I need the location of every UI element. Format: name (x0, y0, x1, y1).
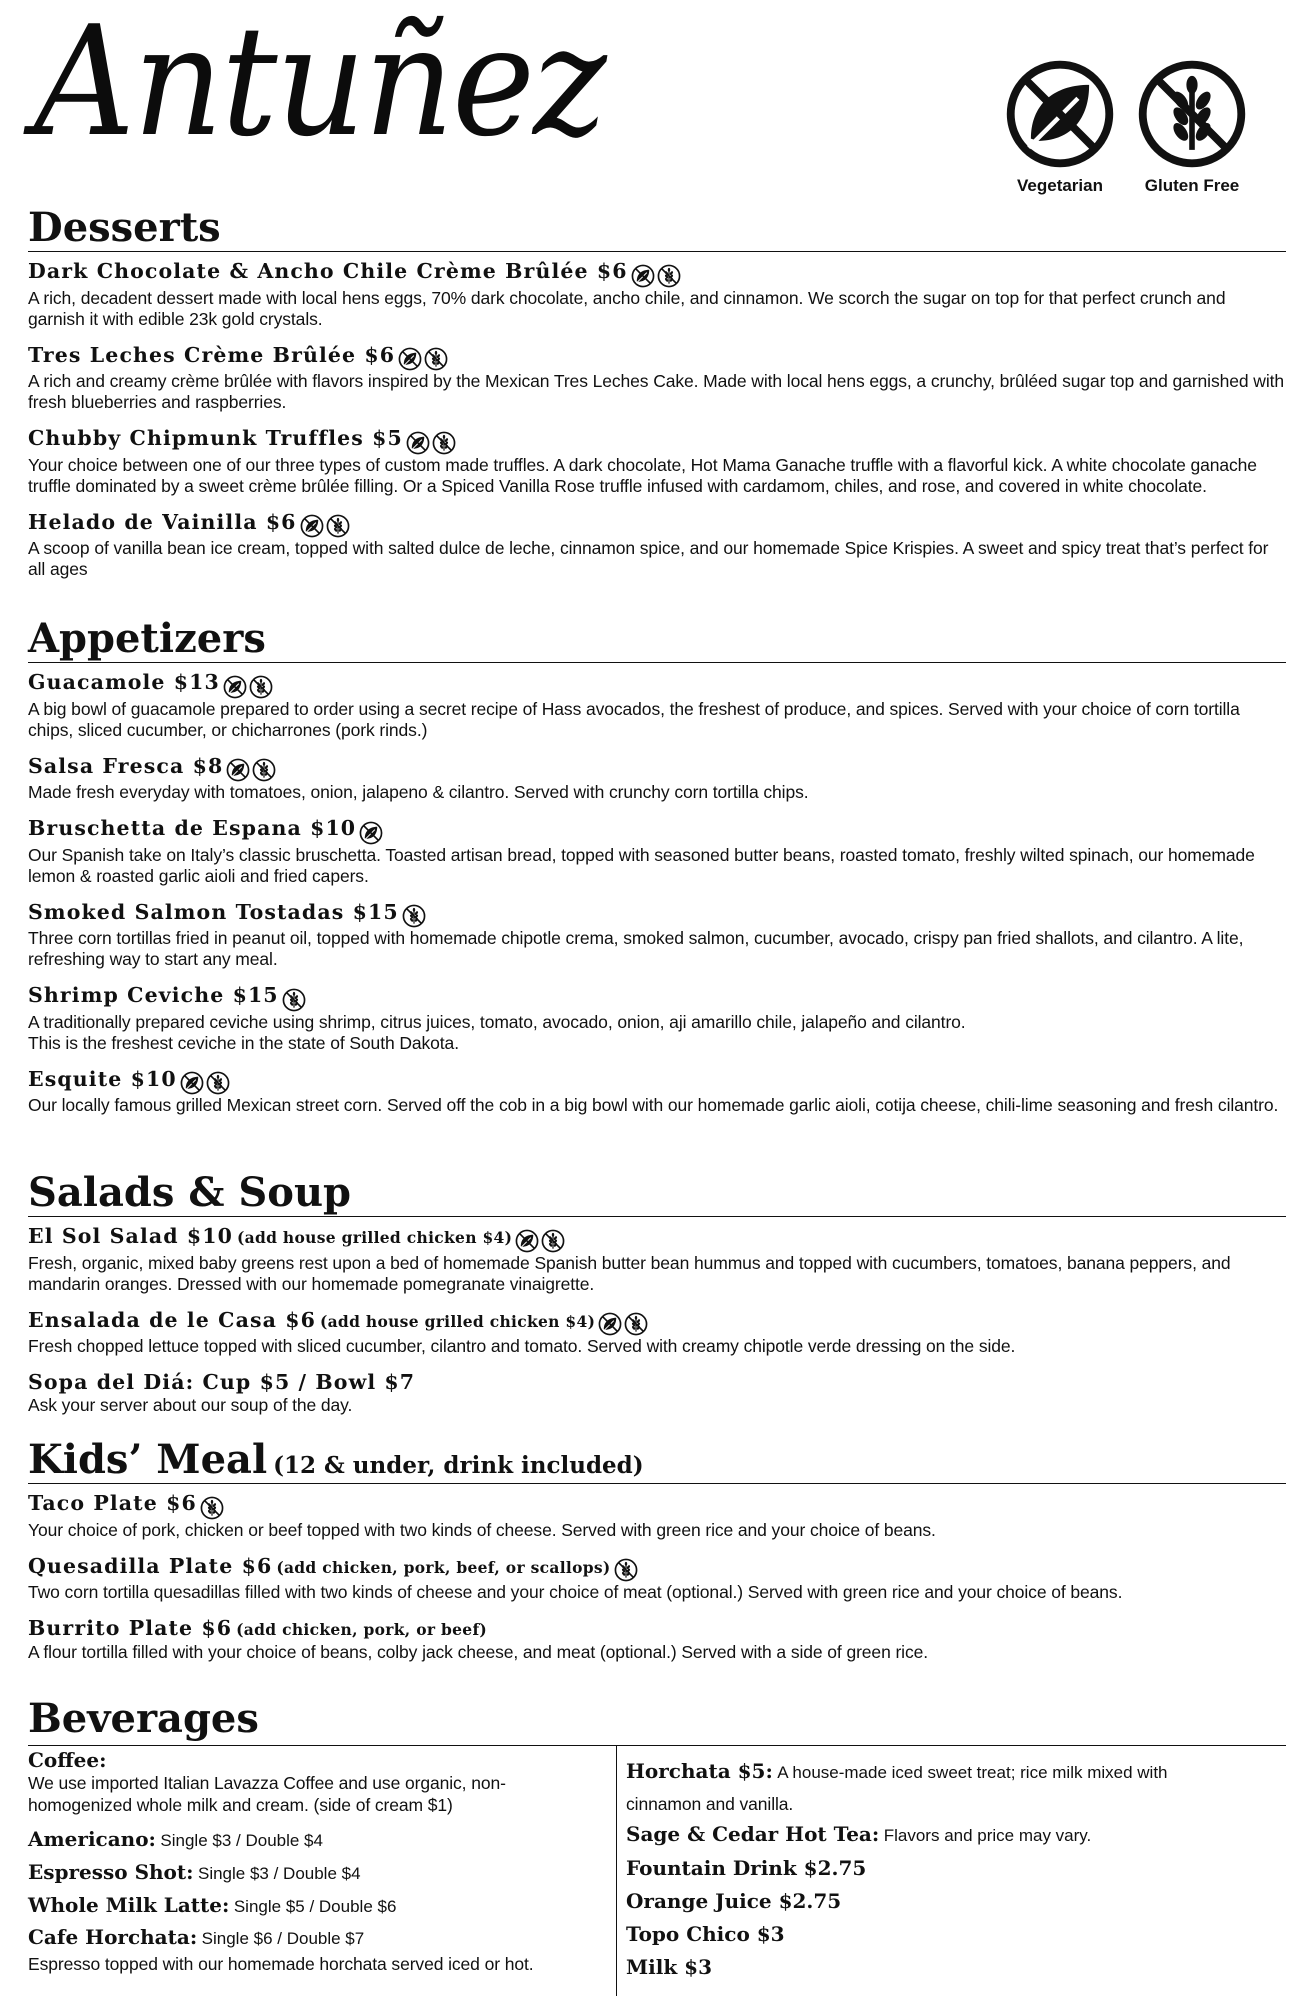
menu-item (28, 670, 1286, 741)
item-name: Shrimp Ceviche $15 (28, 983, 279, 1007)
menu-item (28, 426, 1286, 497)
gluten-free-icon (326, 514, 350, 538)
beverage-item: Topo Chico $3 (626, 1922, 785, 1946)
menu-item (28, 1554, 1286, 1604)
gluten-free-icon (424, 347, 448, 371)
item-name: Taco Plate $6 (28, 1491, 197, 1515)
item-name: Sopa del Diá: Cup $5 / Bowl $7 (28, 1370, 416, 1394)
gluten-free-icon (282, 988, 306, 1012)
gluten-free-icon (624, 1312, 648, 1336)
item-name: El Sol Salad $10 (28, 1224, 233, 1248)
item-description: Three corn tortillas fried in peanut oil, topped with homemade chipotle crema, smoked salmon, cucumber, avocado, crispy pan fried shallots, and cilantro. A lite, refreshing way to start any meal. (28, 928, 1244, 969)
section-title: Desserts (28, 205, 1286, 252)
restaurant-name: Antuñez (34, 0, 605, 170)
beverage-name: Sage & Cedar Hot Tea: (626, 1822, 880, 1846)
gluten-free-icon (432, 431, 456, 455)
beverage-item (626, 1756, 1286, 1789)
menu-item (28, 900, 1286, 971)
vegetarian-icon (223, 675, 247, 699)
item-description: Made fresh everyday with tomatoes, onion, jalapeno & cilantro. Served with crunchy corn tortilla chips. (28, 782, 809, 802)
item-addon: (add house grilled chicken $4) (236, 1228, 513, 1247)
item-name: Ensalada de le Casa $6 (28, 1307, 316, 1332)
item-description: Two corn tortilla quesadillas filled with two kinds of cheese and your choice of meat (optional.) Served with green rice and your choice of beans. (28, 1582, 1123, 1602)
item-addon: (add chicken, pork, or beef) (236, 1620, 488, 1639)
gluten-free-icon (1136, 58, 1248, 170)
beverage-name: Americano: (28, 1827, 156, 1851)
beverage-price: Single $5 / Double $6 (233, 1897, 397, 1916)
beverage-price: Single $6 / Double $7 (201, 1929, 365, 1948)
item-name: Esquite $10 (28, 1066, 177, 1091)
beverage-price: Single $3 / Double $4 (197, 1864, 361, 1883)
salads-soup-section (28, 1170, 1286, 1416)
section-subtitle: (12 & under, drink included) (273, 1452, 644, 1479)
menu-item (28, 510, 1286, 581)
gluten-free-icon (249, 675, 273, 699)
vegetarian-label: Vegetarian (1017, 176, 1103, 195)
menu-item (28, 1491, 1286, 1541)
section-title: Appetizers (28, 616, 1286, 663)
item-description: A big bowl of guacamole prepared to order using a secret recipe of Hass avocados, the freshest of produce, and spices. Served with your choice of corn tortilla chips, sliced cucumber, or chicharrones (pork rinds.) (28, 698, 1240, 740)
gluten-free-icon (206, 1071, 230, 1095)
gluten-free-icon (200, 1496, 224, 1520)
vegetarian-icon (631, 264, 655, 288)
desserts-section (28, 205, 1286, 580)
item-description: Your choice between one of our three types of custom made truffles. A dark chocolate, Hot Mama Ganache truffle with a flavorful kick. A white chocolate ganache truffle dominated by a sweet crème brûlée filling. Or a Spiced Vanilla Rose truffle infused with cardamom, chiles, and rose, and covered in white chocolate. (28, 454, 1257, 496)
vegetarian-icon (300, 514, 324, 538)
item-description: Our Spanish take on Italy’s classic bruschetta. Toasted artisan bread, topped with seasoned butter beans, roasted tomato, freshly wilted spinach, our homemade lemon & roasted garlic aioli and fried capers. (28, 844, 1255, 886)
coffee-description: We use imported Italian Lavazza Coffee and use organic, non-homogenized whole milk and cream. (side of cream $1) (28, 1773, 506, 1815)
vegetarian-legend (1000, 58, 1120, 196)
beverage-name: Whole Milk Latte: (28, 1893, 230, 1917)
item-name: Dark Chocolate & Ancho Chile Crème Brûlée $6 (28, 259, 628, 283)
beverage-name: Cafe Horchata: (28, 1925, 198, 1949)
beverages-section (28, 1696, 1286, 1742)
item-name: Chubby Chipmunk Truffles $5 (28, 426, 403, 450)
gluten-free-label: Gluten Free (1144, 176, 1240, 195)
item-name: Salsa Fresca $8 (28, 753, 224, 778)
item-name: Burrito Plate $6 (28, 1616, 233, 1640)
coffee-label: Coffee: (28, 1748, 107, 1772)
item-name: Smoked Salmon Tostadas $15 (28, 899, 399, 924)
beverage-item (28, 1857, 616, 1890)
item-addon: (add house grilled chicken $4) (319, 1311, 596, 1331)
item-description: A scoop of vanilla bean ice cream, topped with salted dulce de leche, cinnamon spice, and our homemade Spice Krispies. A sweet and spicy treat that’s perfect for all ages (28, 538, 1269, 579)
beverage-item (28, 1923, 616, 1954)
item-description: A traditionally prepared ceviche using shrimp, citrus juices, tomato, avocado, onion, aji amarillo chile, jalapeño and cilantro. (28, 1011, 966, 1032)
menu-item (28, 1067, 1286, 1117)
item-name: Helado de Vainilla $6 (28, 509, 297, 534)
vegetarian-icon (180, 1071, 204, 1095)
drinks-column (626, 1746, 1286, 1984)
menu-item (28, 259, 1286, 330)
item-description: A rich, decadent dessert made with local hens eggs, 70% dark chocolate, ancho chile, and cinnamon. We scorch the sugar on top for that perfect crunch and garnish it with edible 23k gold crystals. (28, 287, 1226, 329)
menu-item (28, 754, 1286, 804)
beverage-description: Flavors and price may vary. (883, 1826, 1092, 1845)
vegetarian-icon (515, 1229, 539, 1253)
item-name: Quesadilla Plate $6 (28, 1553, 273, 1578)
beverage-description-extra: cinnamon and vanilla. (626, 1794, 794, 1814)
item-description-extra: This is the freshest ceviche in the state of South Dakota. (28, 1032, 459, 1053)
beverage-description: A house-made iced sweet treat; rice milk mixed with (777, 1763, 1168, 1782)
vegetarian-icon (406, 431, 430, 455)
gluten-free-icon (657, 264, 681, 288)
item-name: Bruschetta de Espana $10 (28, 816, 357, 840)
beverage-item: Milk $3 (626, 1955, 712, 1979)
gluten-free-icon (252, 758, 276, 782)
section-title: Salads & Soup (28, 1170, 1286, 1217)
vegetarian-icon (598, 1312, 622, 1336)
item-description: Fresh, organic, mixed baby greens rest upon a bed of homemade Spanish butter bean hummus and topped with cucumbers, tomatoes, banana peppers, and mandarin oranges. Dressed with our homemade pomegranate vinaigrette. (28, 1252, 1231, 1294)
beverage-price: Single $3 / Double $4 (160, 1831, 323, 1850)
kids-meal-section (28, 1437, 1286, 1663)
menu-item (28, 1616, 1286, 1663)
gluten-free-icon (614, 1558, 638, 1582)
column-divider (616, 1746, 617, 1996)
vegetarian-icon (226, 758, 250, 782)
item-name: Guacamole $13 (28, 670, 220, 694)
menu-item (28, 1370, 1286, 1416)
gluten-free-icon (402, 904, 426, 928)
menu-item (28, 1224, 1286, 1295)
menu-item (28, 1308, 1286, 1358)
item-description: A rich and creamy crème brûlée with flavors inspired by the Mexican Tres Leches Cake. Made with local hens eggs, a crunchy, brûléed sugar top and garnished with fresh blueberries and raspberries. (28, 371, 1284, 412)
item-description: Our locally famous grilled Mexican street corn. Served off the cob in a big bowl with our homemade garlic aioli, cotija cheese, chili-lime seasoning and fresh cilantro. (28, 1095, 1279, 1115)
vegetarian-icon (359, 821, 383, 845)
beverage-name: Horchata $5: (626, 1759, 773, 1783)
menu-item (28, 816, 1286, 887)
beverages-list (28, 1745, 1286, 1996)
cafe-horchata-note: Espresso topped with our homemade horchata served iced or hot. (28, 1954, 534, 1974)
vegetarian-icon (1004, 58, 1116, 170)
menu-item (28, 343, 1286, 414)
item-description: Your choice of pork, chicken or beef topped with two kinds of cheese. Served with green rice and your choice of beans. (28, 1519, 936, 1540)
gluten-free-icon (541, 1229, 565, 1253)
item-name: Tres Leches Crème Brûlée $6 (28, 342, 396, 367)
appetizers-section (28, 616, 1286, 1116)
beverage-item: Fountain Drink $2.75 (626, 1856, 867, 1880)
beverage-name: Espresso Shot: (28, 1860, 194, 1884)
beverage-item (28, 1890, 616, 1923)
item-description: A flour tortilla filled with your choice of beans, colby jack cheese, and meat (optional.) Served with a side of green rice. (28, 1642, 929, 1662)
beverage-item: Orange Juice $2.75 (626, 1889, 842, 1913)
item-description: Ask your server about our soup of the day. (28, 1395, 353, 1415)
menu-item (28, 983, 1286, 1054)
item-addon: (add chicken, pork, beef, or scallops) (276, 1557, 611, 1577)
beverage-item (626, 1819, 1286, 1852)
gluten-free-legend (1132, 58, 1252, 196)
section-title-text: Kids’ Meal (28, 1436, 268, 1483)
item-description: Fresh chopped lettuce topped with sliced cucumber, cilantro and tomato. Served with creamy chipotle verde dressing on the side. (28, 1336, 1016, 1356)
section-title (28, 1437, 1286, 1484)
restaurant-logo (28, 0, 605, 214)
beverage-item (28, 1824, 616, 1857)
section-title: Beverages (28, 1695, 259, 1742)
coffee-column (28, 1746, 616, 1974)
vegetarian-icon (398, 347, 422, 371)
